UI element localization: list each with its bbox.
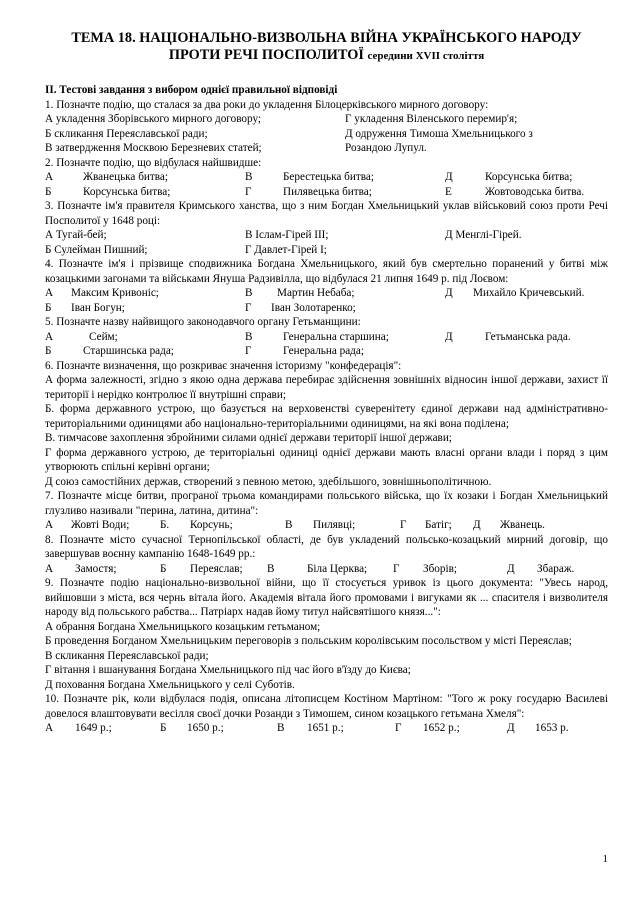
- question-6: 6. Позначте визначення, що розкриває значення історизму "конфедерація":: [45, 359, 402, 372]
- q2-option-v: Берестецька битва;: [283, 171, 374, 183]
- question-7: 7. Позначте місце битви, програної трьома командирами польського війська, що їх козаки і Богдан Хмельницький глузливо називали "перина, латина, дитина":: [45, 490, 608, 517]
- q10-letter-v: В: [277, 722, 285, 734]
- q3-option-d: Д Менглі-Гірей.: [445, 229, 522, 241]
- question-1: 1. Позначте подію, що сталася за два роки до укладення Білоцерківського мирного договору:: [45, 98, 489, 111]
- q3-option-g: Г Давлет-Гірей І;: [245, 243, 327, 256]
- q10-option-d: 1653 р.: [535, 722, 569, 734]
- q7-option-g: Батіг;: [425, 519, 452, 531]
- q4-letter-g: Г: [245, 301, 252, 314]
- q3-option-a: А Тугай-бей;: [45, 229, 107, 241]
- q1-row-2: [45, 127, 608, 142]
- q10-option-a: 1649 р.;: [75, 722, 112, 734]
- q7-letter-b: Б.: [160, 519, 170, 531]
- q2-letter-a: А: [45, 171, 54, 183]
- q7-option-d: Жванець.: [500, 519, 545, 531]
- q6-option-b: Б. форма державного устрою, що базується на верховенстві суверенітету єдиної держави над адміністративно-територіальними одиницями або національно-територіальними одиницями, на які вона поділена;: [45, 403, 608, 430]
- question-4: 4. Позначте ім'я і прізвище сподвижника Богдана Хмельницького, який був смертельно поранений у битві між козацькими загонами та військами Януша Радзивілла, що відбулася 21 липня 1649 р. під Лоєвом:: [45, 258, 608, 285]
- q9-option-g: Г вітання і вшанування Богдана Хмельницького під час його в'їзду до Києва;: [45, 664, 411, 676]
- q3-row-2: [45, 243, 608, 258]
- q10-option-b: 1650 р.;: [187, 722, 224, 734]
- q5-option-b: Старшинська рада;: [83, 345, 174, 357]
- q8-option-d: Збараж.: [537, 562, 575, 575]
- q6-option-g: Г форма державного устрою, де територіальні одиниці однієї держави мають власні органи влади і поряд з цим утворюють спільні керівні органи;: [45, 446, 608, 473]
- q4-option-g: Іван Золотаренко;: [271, 301, 356, 314]
- question-5: 5. Позначте назву найвищого законодавчого органу Гетьманщини:: [45, 316, 361, 328]
- q7-option-a: Жовті Води;: [71, 519, 130, 531]
- q2-letter-b: Б: [45, 185, 52, 198]
- q2-option-g: Пилявецька битва;: [283, 185, 372, 198]
- q5-letter-g: Г: [245, 345, 252, 357]
- question-8: 8. Позначте місто сучасної Тернопільської області, де був укладений польсько-козацький мирний договір, що завершував воєнну кампанію 1648-1649 рр.:: [45, 533, 608, 560]
- q2-letter-d: Д: [445, 171, 453, 183]
- q10-letter-a: А: [45, 722, 54, 734]
- q1-row-3: [45, 141, 608, 156]
- page-number: 1: [602, 853, 608, 865]
- section-heading: II. Тестові завдання з вибором однієї правильної відповіді: [45, 84, 338, 96]
- q1-option-g: Г укладення Віленського перемир'я;: [345, 113, 518, 125]
- q2-option-a: Жванецька битва;: [83, 171, 168, 183]
- q8-option-a: Замостя;: [75, 562, 117, 575]
- q2-row-2: [45, 185, 608, 200]
- question-10: 10. Позначте рік, коли відбулася подія, описана літописцем Костіном Мартіном: "Того ж року государю Василеві довелося влаштовувати весілля своєї дочки Розанди з Тимошем, сином козацького гетьмана Хмеля":: [45, 693, 608, 720]
- q8-option-g: Зборів;: [423, 562, 457, 575]
- title-subtitle: середини XVII століття: [367, 50, 485, 62]
- q9-option-v: В скликання Переяславської ради;: [45, 649, 209, 662]
- q1-option-d: Д одруження Тимоша Хмельницького з: [345, 127, 533, 140]
- q2-option-b: Корсунська битва;: [83, 185, 171, 198]
- q7-letter-d: Д: [473, 519, 481, 531]
- q10-row: [45, 721, 608, 736]
- q5-letter-b: Б: [45, 345, 52, 357]
- title-line-2: [45, 47, 608, 65]
- q1-option-v: В затвердження Москвою Березневих статей;: [45, 142, 262, 154]
- q2-letter-e: Е: [445, 185, 452, 198]
- q2-row-1: [45, 170, 608, 185]
- q8-option-b: Переяслав;: [190, 562, 243, 575]
- q10-letter-b: Б: [160, 722, 167, 734]
- question-3: 3. Позначте ім'я правителя Кримського ханства, що з ним Богдан Хмельницький уклав військовий союз проти Речі Посполитої у 1648 році:: [45, 200, 608, 227]
- q4-letter-v: В: [245, 287, 253, 299]
- q7-letter-v: В: [285, 519, 293, 531]
- q4-row-1: [45, 286, 608, 301]
- q6-option-v: В. тимчасове захоплення збройними силами однієї держави території іншої держави;: [45, 432, 452, 444]
- q3-row-1: [45, 228, 608, 243]
- q10-letter-g: Г: [395, 722, 402, 734]
- q5-letter-v: В: [245, 330, 253, 343]
- question-2: 2. Позначте подію, що відбулася найшвидше:: [45, 156, 262, 169]
- q8-letter-v: В: [267, 562, 275, 575]
- q5-row-1: [45, 330, 608, 345]
- q9-option-d: Д поховання Богдана Хмельницького у селі Суботів.: [45, 678, 295, 691]
- q2-letter-g: Г: [245, 185, 252, 198]
- q3-option-v: В Іслам-Гірей ІІІ;: [245, 229, 329, 241]
- q2-letter-v: В: [245, 171, 253, 183]
- q5-letter-d: Д: [445, 330, 453, 343]
- q2-option-d: Корсунська битва;: [485, 171, 573, 183]
- q5-letter-a: А: [45, 330, 54, 343]
- title-line-1: ТЕМА 18. НАЦІОНАЛЬНО-ВИЗВОЛЬНА ВІЙНА УКРАЇНСЬКОГО НАРОДУ: [71, 30, 582, 46]
- q7-option-b: Корсунь;: [190, 519, 233, 531]
- q9-option-b: Б проведення Богданом Хмельницьким переговорів з польським королівським посольством у місті Переяслав;: [45, 635, 572, 647]
- q4-option-a: Максим Кривоніс;: [71, 287, 159, 299]
- page-title: [45, 30, 608, 65]
- q7-row: [45, 518, 608, 533]
- q4-option-d: Михайло Кричевський.: [473, 287, 585, 299]
- q1-row-1: [45, 112, 608, 127]
- q4-option-v: Мартин Небаба;: [277, 287, 355, 299]
- q10-option-g: 1652 р.;: [423, 722, 460, 734]
- title-main: ПРОТИ РЕЧІ ПОСПОЛИТОЇ: [168, 47, 364, 63]
- q6-option-d: Д союз самостійних держав, створений з певною метою, здебільшого, зовнішньополітичною.: [45, 475, 492, 488]
- document-page: [45, 30, 608, 736]
- q10-letter-d: Д: [507, 722, 515, 734]
- q8-letter-d: Д: [507, 562, 515, 575]
- q5-option-v: Генеральна старшина;: [283, 330, 389, 343]
- q4-letter-b: Б: [45, 301, 52, 314]
- q1-option-a: А укладення Зборівського мирного договору;: [45, 113, 261, 125]
- q5-option-g: Генеральна рада;: [283, 345, 364, 357]
- q5-option-d: Гетьманська рада.: [485, 330, 571, 343]
- q9-option-a: А обрання Богдана Хмельницького козацьким гетьманом;: [45, 620, 321, 633]
- q4-option-b: Іван Богун;: [71, 301, 125, 314]
- q7-option-v: Пилявці;: [313, 519, 356, 531]
- q1-option-d-cont: Розандою Лупул.: [345, 142, 427, 154]
- q4-letter-d: Д: [445, 287, 453, 299]
- q1-option-b: Б скликання Переяславської ради;: [45, 127, 208, 140]
- q8-option-v: Біла Церква;: [307, 562, 368, 575]
- question-9: 9. Позначте подію національно-визвольної війни, що її стосується уривок із цього документа: "Увесь народ, вийшовши з міста, вся чернь вітала його. Академія вітала його промовами і вигуками як ... спасителя і визволителя народу від польського рабства... Патріарх надав йому титул найсвятішого князя...":: [45, 577, 608, 618]
- q8-letter-b: Б: [160, 562, 167, 575]
- q8-row: [45, 562, 608, 577]
- q5-row-2: [45, 344, 608, 359]
- q6-option-a: А форма залежності, згідно з якою одна держава перебирає здійснення зовнішніх відносин іншої держави, захист її території і нерідко контролює її внутрішні справи;: [45, 374, 608, 401]
- q8-letter-g: Г: [393, 562, 400, 575]
- q8-letter-a: А: [45, 562, 54, 575]
- q4-letter-a: А: [45, 287, 54, 299]
- q3-option-b: Б Сулейман Пишний;: [45, 243, 148, 256]
- q4-row-2: [45, 301, 608, 316]
- q2-option-e: Жовтоводська битва.: [485, 185, 585, 198]
- q10-option-v: 1651 р.;: [307, 722, 344, 734]
- q5-option-a: Сейм;: [89, 330, 118, 343]
- q7-letter-a: А: [45, 519, 54, 531]
- q7-letter-g: Г: [400, 519, 407, 531]
